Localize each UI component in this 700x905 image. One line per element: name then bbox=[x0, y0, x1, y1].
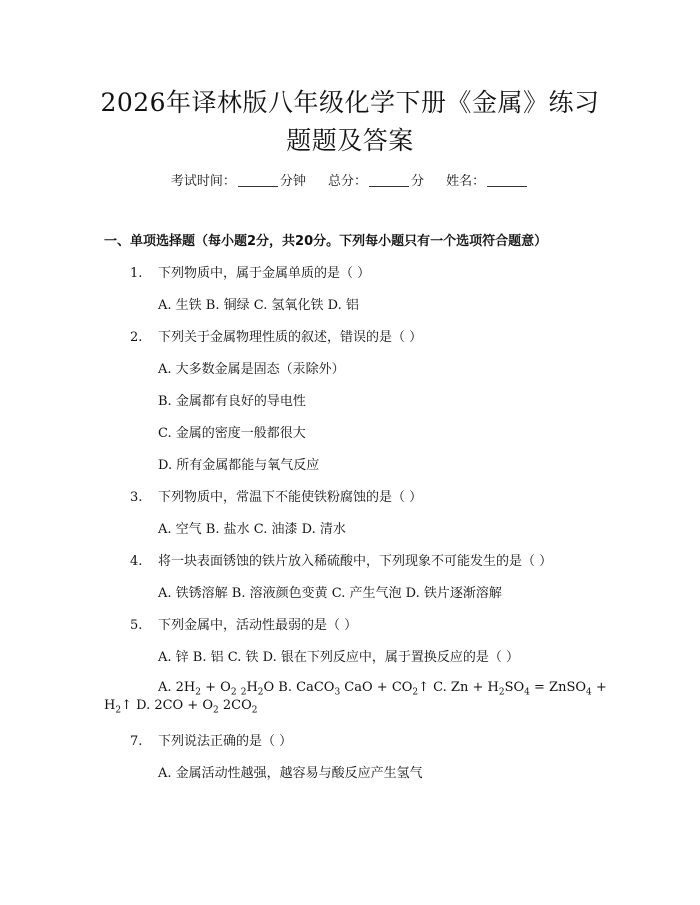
question-text: 下列物质中，属于金属单质的是（ ） bbox=[158, 266, 371, 281]
formula-sub: 2 bbox=[412, 687, 419, 698]
formula-sub: 3 bbox=[334, 687, 341, 698]
question-number: 3. bbox=[130, 490, 143, 505]
question-text: 下列关于金属物理性质的叙述，错误的是（ ） bbox=[158, 330, 423, 345]
formula-sub: 2 bbox=[213, 705, 219, 716]
question-number: 5. bbox=[130, 618, 143, 633]
question-3 bbox=[130, 486, 422, 505]
question-5 bbox=[130, 614, 357, 633]
question-2 bbox=[130, 326, 422, 345]
formula-sub: 4 bbox=[586, 687, 592, 698]
section-heading: 一、单项选择题（每小题2分，共20分。下列每小题只有一个选项符合题意） bbox=[104, 234, 548, 249]
time-field bbox=[171, 174, 306, 189]
question-4-options: A. 铁锈溶解 B. 溶液颜色变黄 C. 产生气泡 D. 铁片逐渐溶解 bbox=[158, 586, 502, 601]
formula-sub: 2 bbox=[195, 687, 201, 698]
formula-part: = ZnSO bbox=[529, 680, 587, 695]
time-unit: 分钟 bbox=[279, 174, 306, 189]
formula-part: CaO + CO bbox=[340, 680, 413, 695]
question-text: 下列物质中，常温下不能使铁粉腐蚀的是（ ） bbox=[158, 490, 423, 505]
name-blank[interactable] bbox=[487, 173, 527, 187]
question-1-options: A. 生铁 B. 铜绿 C. 氢氧化铁 D. 铝 bbox=[158, 298, 359, 313]
name-field bbox=[446, 174, 529, 189]
formula-sub: 2 bbox=[498, 687, 505, 698]
option-c: C. 金属的密度一般都很大 bbox=[158, 426, 306, 441]
question-text: 下列金属中，活动性最弱的是（ ） bbox=[158, 618, 358, 633]
question-7 bbox=[130, 730, 292, 749]
time-label: 考试时间： bbox=[170, 174, 236, 189]
score-label: 总分： bbox=[327, 174, 367, 189]
formula-part: 2CO bbox=[218, 698, 252, 713]
formula-part: ↑ D. 2CO + O bbox=[121, 698, 214, 713]
formula-part: + O bbox=[201, 680, 231, 695]
score-field bbox=[328, 174, 424, 189]
formula-sub: 2 bbox=[251, 705, 258, 716]
formula-sub: 2 bbox=[257, 687, 264, 698]
question-number: 4. bbox=[130, 554, 143, 569]
question-7-options: A. 金属活动性越强，越容易与酸反应产生氢气 bbox=[158, 766, 423, 781]
time-blank[interactable] bbox=[238, 173, 278, 187]
option-d: D. 所有金属都能与氧气反应 bbox=[158, 458, 320, 473]
formula-part: O B. CaCO bbox=[263, 680, 335, 695]
question-text: 将一块表面锈蚀的铁片放入稀硫酸中，下列现象不可能发生的是（ ） bbox=[158, 554, 553, 569]
formula-sub: 2 bbox=[230, 687, 237, 698]
page-title-line-2: 题题及答案 bbox=[286, 126, 414, 155]
exam-info bbox=[0, 170, 700, 189]
question-text: 下列说法正确的是（ ） bbox=[158, 734, 293, 749]
question-6-options-line-2 bbox=[104, 698, 258, 716]
question-5-options: A. 锌 B. 铝 C. 铁 D. 银在下列反应中，属于置换反应的是（ ） bbox=[158, 650, 519, 665]
question-number: 7. bbox=[130, 734, 143, 749]
formula-sub: 2 bbox=[115, 705, 122, 716]
formula-part: SO bbox=[504, 680, 525, 695]
formula-part: H bbox=[104, 698, 116, 713]
score-blank[interactable] bbox=[369, 173, 409, 187]
formula-part: + bbox=[591, 680, 607, 695]
formula-part: H bbox=[246, 680, 258, 695]
question-6-options-line-1 bbox=[158, 680, 607, 698]
question-number: 2. bbox=[130, 330, 143, 345]
question-4 bbox=[130, 550, 552, 569]
question-1 bbox=[130, 262, 370, 281]
page-title-line-1: 2026年译林版八年级化学下册《金属》练习 bbox=[100, 88, 600, 117]
question-3-options: A. 空气 B. 盐水 C. 油漆 D. 清水 bbox=[158, 522, 346, 537]
score-unit: 分 bbox=[411, 174, 425, 189]
question-number: 1. bbox=[130, 266, 143, 281]
option-a: A. 大多数金属是固态（汞除外） bbox=[158, 362, 345, 377]
formula-sub: 2 bbox=[240, 687, 247, 698]
option-b: B. 金属都有良好的导电性 bbox=[158, 394, 306, 409]
formula-sub: 4 bbox=[524, 687, 530, 698]
name-label: 姓名： bbox=[446, 174, 486, 189]
formula-part: ↑ C. Zn + H bbox=[418, 680, 499, 695]
formula-part: A. 2H bbox=[158, 680, 196, 695]
